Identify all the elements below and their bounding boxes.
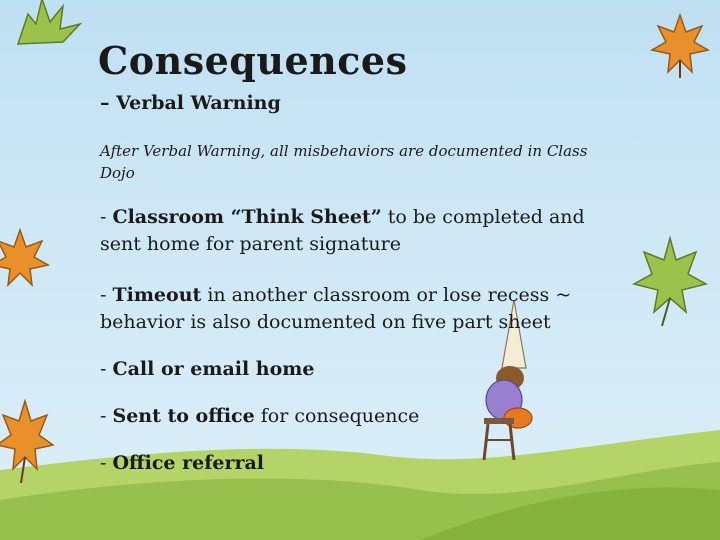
slide-title: Consequences [98,38,408,83]
list-item: - Classroom “Think Sheet” to be completed and sent home for parent signature [100,206,585,255]
list-item: - Office referral [100,452,265,474]
italic-note: After Verbal Warning, all misbehaviors are documented in Class Dojo [100,142,588,182]
list-item: - Sent to office for consequence [100,405,420,427]
maple-leaf-icon [650,10,710,80]
maple-leaf-icon [0,395,55,485]
list-item: - Call or email home [100,358,315,380]
maple-leaf-icon [630,230,710,330]
slide-subtitle: – Verbal Warning [100,92,281,114]
list-item: - Timeout in another classroom or lose recess ~ behavior is also documented on five part sheet [100,284,572,333]
maple-leaf-icon [8,0,88,54]
maple-leaf-icon [0,225,50,290]
